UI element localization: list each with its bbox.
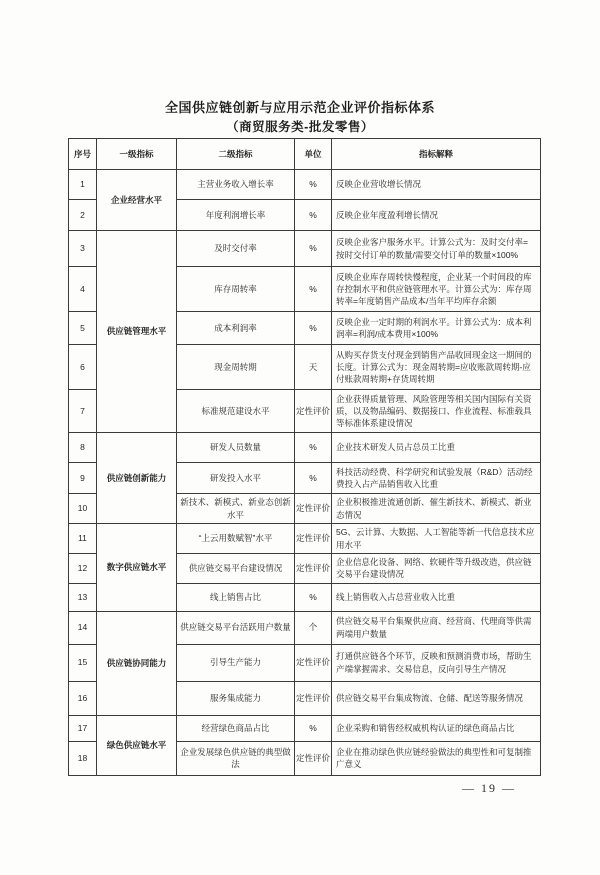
- cell-explanation: 反映企业库存周转快慢程度，企业某一个时间段的库存控制水平和供应链管理水平。计算公式为：库存周转率=年度销售产品成本/当年平均库存余额: [332, 267, 541, 312]
- cell-unit: 个: [295, 611, 332, 644]
- cell-num: 2: [69, 200, 97, 231]
- cell-explanation: 5G、云计算、大数据、人工智能等新一代信息技术应用水平: [332, 524, 541, 554]
- cell-num: 9: [69, 463, 97, 494]
- cell-secondary: 研发人员数量: [177, 433, 295, 463]
- page-number: — 19 —: [462, 781, 516, 795]
- cell-secondary: 经营绿色商品占比: [177, 715, 295, 741]
- cell-explanation: 企业获得质量管理、风险管理等相关国内国际有关资质，以及物品编码、数据接口、作业流程、标准载具等标准体系建设情况: [332, 390, 541, 433]
- table-row: [69, 433, 541, 463]
- group-cell-green: 绿色供应链水平: [97, 715, 177, 775]
- cell-num: 14: [69, 611, 97, 644]
- cell-num: 4: [69, 267, 97, 312]
- cell-num: 5: [69, 312, 97, 345]
- cell-num: 1: [69, 170, 97, 200]
- header-num: 序号: [69, 139, 97, 170]
- cell-num: 8: [69, 433, 97, 463]
- group-cell-scm-level: 供应链管理水平: [97, 231, 177, 433]
- cell-explanation: 线上销售收入占总营业收入比重: [332, 583, 541, 611]
- cell-secondary: 库存周转率: [177, 267, 295, 312]
- cell-explanation: 企业积极推进流通创新、催生新技术、新模式、新业态情况: [332, 494, 541, 524]
- cell-num: 18: [69, 741, 97, 775]
- cell-unit: 定性评价: [295, 554, 332, 584]
- cell-explanation: 企业采购和销售经权威机构认证的绿色商品占比: [332, 715, 541, 741]
- table-row: [69, 715, 541, 741]
- page-title: 全国供应链创新与应用示范企业评价指标体系: [164, 100, 435, 115]
- cell-num: 17: [69, 715, 97, 741]
- cell-unit: %: [295, 433, 332, 463]
- cell-num: 12: [69, 554, 97, 584]
- cell-secondary: 引导生产能力: [177, 644, 295, 681]
- cell-secondary: 新技术、新模式、新业态创新水平: [177, 494, 295, 524]
- cell-explanation: 反映企业一定时期的利润水平。计算公式为：成本利润率=利润/成本费用×100%: [332, 312, 541, 345]
- cell-secondary: 企业发展绿色供应链的典型做法: [177, 741, 295, 775]
- cell-explanation: 供应链交易平台集聚供应商、经营商、代理商等供需两端用户数量: [332, 611, 541, 644]
- cell-unit: %: [295, 170, 332, 200]
- cell-secondary: “上云用数赋智”水平: [177, 524, 295, 554]
- cell-unit: 定性评价: [295, 390, 332, 433]
- cell-unit: 天: [295, 345, 332, 390]
- header-row: [69, 139, 541, 170]
- cell-num: 15: [69, 644, 97, 681]
- cell-unit: 定性评价: [295, 644, 332, 681]
- header-primary: 一级指标: [97, 139, 177, 170]
- cell-num: 13: [69, 583, 97, 611]
- cell-unit: %: [295, 715, 332, 741]
- cell-secondary: 研发投入水平: [177, 463, 295, 494]
- cell-explanation: 企业技术研发人员占总员工比重: [332, 433, 541, 463]
- table-row: [69, 524, 541, 554]
- group-cell-digital: 数字供应链水平: [97, 524, 177, 612]
- cell-unit: %: [295, 231, 332, 267]
- cell-unit: 定性评价: [295, 494, 332, 524]
- cell-unit: %: [295, 200, 332, 231]
- cell-unit: %: [295, 583, 332, 611]
- cell-num: 7: [69, 390, 97, 433]
- cell-secondary: 标准规范建设水平: [177, 390, 295, 433]
- cell-unit: %: [295, 463, 332, 494]
- cell-secondary: 供应链交易平台建设情况: [177, 554, 295, 584]
- cell-explanation: 反映企业年度盈利增长情况: [332, 200, 541, 231]
- cell-unit: %: [295, 312, 332, 345]
- cell-explanation: 供应链交易平台集成物流、仓储、配送等服务情况: [332, 681, 541, 715]
- cell-num: 11: [69, 524, 97, 554]
- cell-secondary: 年度利润增长率: [177, 200, 295, 231]
- group-cell-innovation: 供应链创新能力: [97, 433, 177, 524]
- cell-explanation: 反映企业客户服务水平。计算公式为：及时交付率=按时交付订单的数量/需要交付订单的数量×100%: [332, 231, 541, 267]
- cell-unit: 定性评价: [295, 524, 332, 554]
- cell-explanation: 从购买存货支付现金到销售产品收回现金这一期间的长度。计算公式为：现金周转期=应收账款周转期-应付账款周转期+存货周转期: [332, 345, 541, 390]
- cell-secondary: 及时交付率: [177, 231, 295, 267]
- cell-num: 3: [69, 231, 97, 267]
- page-subtitle: （商贸服务类-批发零售）: [226, 119, 374, 134]
- table-row: [69, 170, 541, 200]
- cell-secondary: 线上销售占比: [177, 583, 295, 611]
- header-secondary: 二级指标: [177, 139, 295, 170]
- table-row: [69, 611, 541, 644]
- group-cell-business-level: 企业经营水平: [97, 170, 177, 231]
- cell-num: 16: [69, 681, 97, 715]
- cell-unit: 定性评价: [295, 681, 332, 715]
- cell-unit: %: [295, 267, 332, 312]
- cell-explanation: 科技活动经费、科学研究和试验发展（R&D）活动经费投入占产品销售收入比重: [332, 463, 541, 494]
- header-unit: 单位: [295, 139, 332, 170]
- title-block: [0, 100, 600, 135]
- group-cell-collaboration: 供应链协同能力: [97, 611, 177, 715]
- cell-explanation: 打通供应链各个环节，反映和预测消费市场，帮助生产端掌握需求、交易信息，反向引导生产情况: [332, 644, 541, 681]
- cell-num: 10: [69, 494, 97, 524]
- cell-num: 6: [69, 345, 97, 390]
- cell-secondary: 现金周转期: [177, 345, 295, 390]
- cell-unit: 定性评价: [295, 741, 332, 775]
- cell-explanation: 企业信息化设备、网络、软硬件等升级改造，供应链交易平台建设情况: [332, 554, 541, 584]
- header-explanation: 指标解释: [332, 139, 541, 170]
- cell-secondary: 成本利润率: [177, 312, 295, 345]
- cell-secondary: 服务集成能力: [177, 681, 295, 715]
- cell-secondary: 供应链交易平台活跃用户数量: [177, 611, 295, 644]
- cell-explanation: 企业在推动绿色供应链经验做法的典型性和可复制推广意义: [332, 741, 541, 775]
- table-row: [69, 231, 541, 267]
- cell-explanation: 反映企业营收增长情况: [332, 170, 541, 200]
- evaluation-index-table: [68, 138, 541, 776]
- cell-secondary: 主营业务收入增长率: [177, 170, 295, 200]
